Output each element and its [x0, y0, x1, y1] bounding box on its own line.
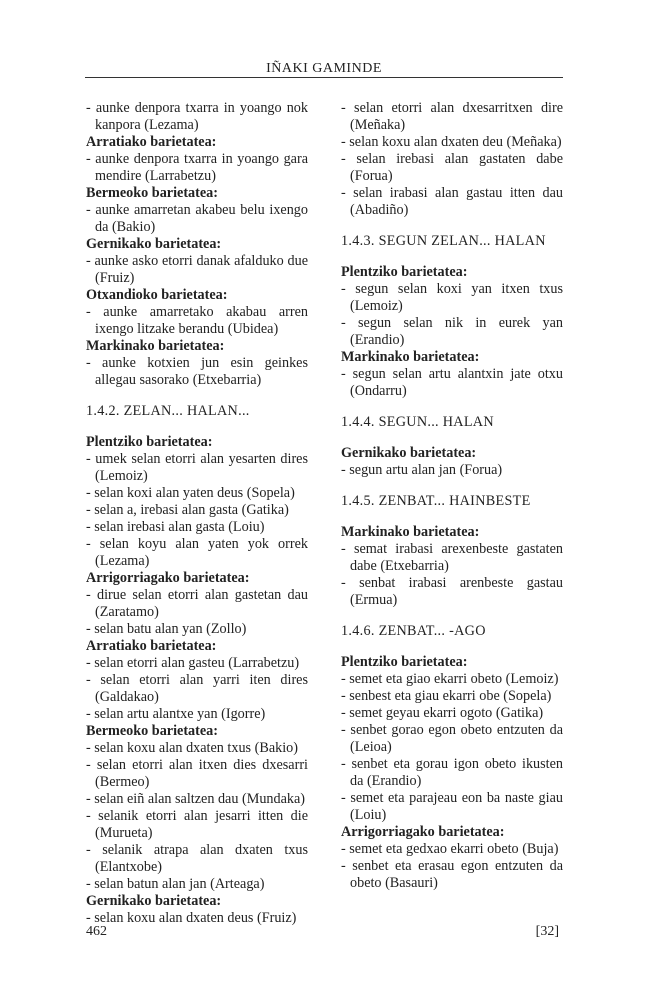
- dialect-heading: Arrigorriagako barietatea:: [341, 824, 505, 840]
- example-entry: - segun selan artu alantxin jate otxu (Ondarru): [341, 366, 563, 399]
- example-entry: - aunke amarretan akabeu belu ixengo da (Bakio): [86, 202, 308, 235]
- example-entry: - selan batun alan jan (Arteaga): [86, 876, 265, 892]
- dialect-heading: Bermeoko barietatea:: [86, 723, 218, 739]
- dialect-heading: Arratiako barietatea:: [86, 134, 217, 150]
- section-heading: 1.4.6. ZENBAT... -AGO: [341, 623, 486, 639]
- example-entry: - dirue selan etorri alan gastetan dau (Zaratamo): [86, 587, 308, 620]
- example-entry: - semet eta giao ekarri obeto (Lemoiz): [341, 671, 559, 687]
- example-entry: - aunke denpora txarra in yoango gara mendire (Larrabetzu): [86, 151, 308, 184]
- example-entry: - selan etorri alan itxen dies dxesarri (Bermeo): [86, 757, 308, 790]
- example-entry: - aunke kotxien jun esin geinkes allegau sasorako (Etxebarria): [86, 355, 308, 388]
- header-rule: [85, 77, 563, 78]
- example-entry: - senbat irabasi arenbeste gastau (Ermua): [341, 575, 563, 608]
- example-entry: - senbet gorao egon obeto entzuten da (Leioa): [341, 722, 563, 755]
- dialect-heading: Gernikako barietatea:: [86, 236, 222, 252]
- example-entry: - aunke amarretako akabau arren ixengo litzake berandu (Ubidea): [86, 304, 308, 337]
- dialect-heading: Gernikako barietatea:: [341, 445, 477, 461]
- example-entry: - senbet eta gorau igon obeto ikusten da (Erandio): [341, 756, 563, 789]
- example-entry: - selan koxu alan dxaten txus (Bakio): [86, 740, 298, 756]
- dialect-heading: Plentziko barietatea:: [341, 264, 468, 280]
- section-heading: 1.4.4. SEGUN... HALAN: [341, 414, 494, 430]
- example-entry: - segun selan koxi yan itxen txus (Lemoiz): [341, 281, 563, 314]
- example-entry: - selan eiñ alan saltzen dau (Mundaka): [86, 791, 306, 807]
- right-column: [341, 100, 563, 892]
- example-entry: - senbet eta erasau egon entzuten da obeto (Basauri): [341, 858, 563, 891]
- example-entry: - selan irebasi alan gastaten dabe (Forua): [341, 151, 563, 184]
- example-entry: - selan koxu alan dxaten deu (Meñaka): [341, 134, 562, 150]
- section-heading: 1.4.2. ZELAN... HALAN...: [86, 403, 250, 419]
- dialect-heading: Gernikako barietatea:: [86, 893, 222, 909]
- example-entry: - selan koxi alan yaten deus (Sopela): [86, 485, 295, 501]
- dialect-heading: Otxandioko barietatea:: [86, 287, 228, 303]
- example-entry: - selanik etorri alan jesarri itten die (Murueta): [86, 808, 308, 841]
- dialect-heading: Markinako barietatea:: [86, 338, 225, 354]
- page-number: 462: [86, 924, 107, 939]
- example-entry: - semet eta gedxao ekarri obeto (Buja): [341, 841, 559, 857]
- example-entry: - selan koyu alan yaten yok orrek (Lezama): [86, 536, 308, 569]
- example-entry: - selan a, irebasi alan gasta (Gatika): [86, 502, 289, 518]
- example-entry: - selan etorri alan gasteu (Larrabetzu): [86, 655, 300, 671]
- running-header: IÑAKI GAMINDE: [266, 61, 382, 76]
- dialect-heading: Arratiako barietatea:: [86, 638, 217, 654]
- example-entry: - aunke denpora txarra in yoango nok kanpora (Lezama): [86, 100, 308, 133]
- example-entry: - selan koxu alan dxaten deus (Fruiz): [86, 910, 297, 926]
- example-entry: - umek selan etorri alan yesarten dires (Lemoiz): [86, 451, 308, 484]
- example-entry: - selan irabasi alan gastau itten dau (Abadiño): [341, 185, 563, 218]
- example-entry: - selan etorri alan dxesarritxen dire (Meñaka): [341, 100, 563, 133]
- example-entry: - semet eta parajeau eon ba naste giau (Loiu): [341, 790, 563, 823]
- dialect-heading: Bermeoko barietatea:: [86, 185, 218, 201]
- dialect-heading: Markinako barietatea:: [341, 524, 480, 540]
- dialect-heading: Plentziko barietatea:: [341, 654, 468, 670]
- section-heading: 1.4.5. ZENBAT... HAINBESTE: [341, 493, 531, 509]
- section-heading: 1.4.3. SEGUN ZELAN... HALAN: [341, 233, 546, 249]
- example-entry: - selanik atrapa alan dxaten txus (Elantxobe): [86, 842, 308, 875]
- dialect-heading: Arrigorriagako barietatea:: [86, 570, 250, 586]
- example-entry: - segun artu alan jan (Forua): [341, 462, 503, 478]
- dialect-heading: Markinako barietatea:: [341, 349, 480, 365]
- example-entry: - selan artu alantxe yan (Igorre): [86, 706, 266, 722]
- dialect-heading: Plentziko barietatea:: [86, 434, 213, 450]
- example-entry: - semat irabasi arexenbeste gastaten dabe (Etxebarria): [341, 541, 563, 574]
- example-entry: - selan batu alan yan (Zollo): [86, 621, 247, 637]
- example-entry: - selan etorri alan yarri iten dires (Galdakao): [86, 672, 308, 705]
- page-reference: [32]: [535, 924, 559, 939]
- left-column: [86, 100, 308, 927]
- example-entry: - selan irebasi alan gasta (Loiu): [86, 519, 265, 535]
- example-entry: - senbest eta giau ekarri obe (Sopela): [341, 688, 552, 704]
- example-entry: - aunke asko etorri danak afalduko due (Fruiz): [86, 253, 308, 286]
- example-entry: - segun selan nik in eurek yan (Erandio): [341, 315, 563, 348]
- example-entry: - semet geyau ekarri ogoto (Gatika): [341, 705, 544, 721]
